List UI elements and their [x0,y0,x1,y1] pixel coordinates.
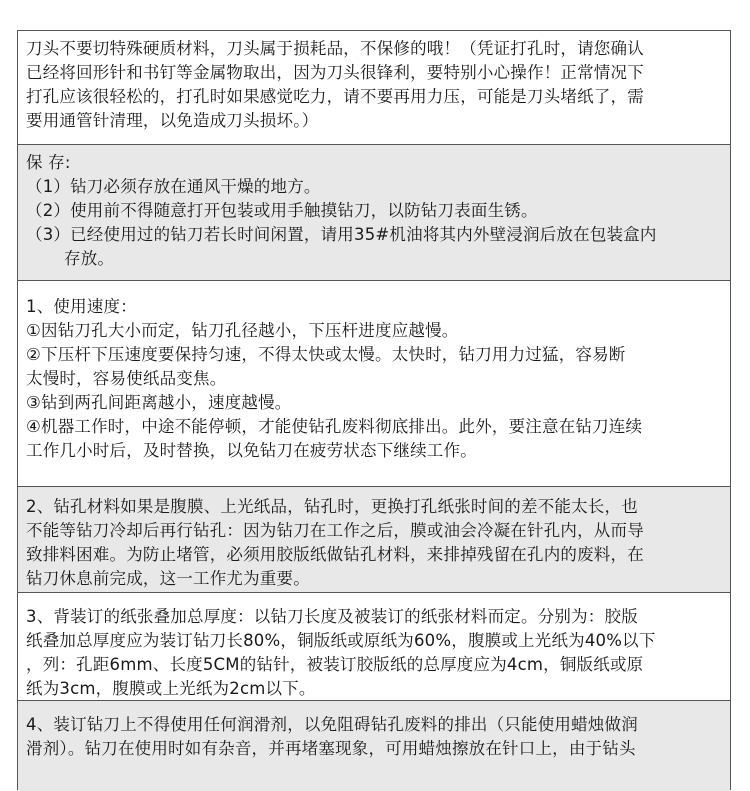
instruction-sheet [17,30,731,790]
text-line: 2、钻孔材料如果是腹膜、上光纸品，钻孔时，更换打孔纸张时间的差不能太长，也 [26,497,638,516]
text-line: 致排料困难。为防止堵管，必须用胶版纸做钻孔材料，来排掉残留在孔内的废料，在 [26,545,644,564]
section-storage [18,145,730,281]
text-line: 纸叠加总厚度应为装订钻刀长80%，铜版纸或原纸为60%，腹膜或上光纸为40%以下 [26,631,656,650]
section-material [18,487,730,593]
text-line: 不能等钻刀冷却后再行钻孔：因为钻刀在工作之后，膜或油会冷凝在针孔内，从而导 [26,521,644,540]
section-heading: 1、使用速度： [26,297,137,316]
text-line: 纸为3cm，腹膜或上光纸为2cm以下。 [26,679,316,698]
text-line: ，列：孔距6mm、长度5CM的钻针，被装订胶版纸的总厚度应为4cm，铜版纸或原 [26,655,644,674]
text-line: ②下压杆下压速度要保持匀速，不得太快或太慢。太快时，钻刀用力过猛，容易断 [26,345,626,364]
text-line: 打孔应该很轻松的，打孔时如果感觉吃力，请不要再用力压，可能是刀头堵纸了，需 [26,87,644,106]
text-line: 钻刀休息前完成，这一工作尤为重要。 [26,569,310,588]
list-item: （3）已经使用过的钻刀若长时间闲置，请用35#机油将其内外壁浸润后放在包装盒内 [26,225,657,244]
text-line: ③钻到两孔间距离越小，速度越慢。 [26,393,292,412]
text-line: 要用通管针清理，以免造成刀头损坏。） [26,111,319,130]
section-speed [18,281,730,487]
text-line: 刀头不要切特殊硬质材料，刀头属于损耗品，不保修的哦！（凭证打孔时，请您确认 [26,39,644,58]
text-line: 太慢时，容易使纸品变焦。 [26,369,227,388]
text-line: ④机器工作时，中途不能停顿，才能使钻孔废料彻底排出。此外，要注意在钻刀连续 [26,417,643,436]
text-line: 已经将回形针和书钉等金属物取出，因为刀头很锋利，要特别小心操作！正常情况下 [26,63,644,82]
text-line: 工作几小时后，及时替换，以免钻刀在疲劳状态下继续工作。 [26,441,477,460]
section-thickness [18,593,730,701]
list-item-continuation: 存放。 [64,249,115,268]
text-line: ①因钻刀孔大小而定，钻刀孔径越小，下压杆进度应越慢。 [26,321,459,340]
text-line: 4、装订钻刀上不得使用任何润滑剂，以免阻碍钻孔废料的排出（只能使用蜡烛做润 [26,715,638,734]
section-lubricant [18,701,730,791]
section-intro [18,31,730,145]
list-item: （2）使用前不得随意打开包装或用手触摸钻刀，以防钻刀表面生锈。 [26,201,538,220]
text-line: 3、背装订的纸张叠加总厚度：以钻刀长度及被装订的纸张材料而定。分别为：胶版 [26,607,638,626]
section-heading: 保 存: [26,153,71,172]
text-line: 滑剂）。钻刀在使用时如有杂音，并再堵塞现象，可用蜡烛擦放在针口上，由于钻头 [26,739,636,758]
list-item: （1）钻刀必须存放在通风干燥的地方。 [26,177,321,196]
